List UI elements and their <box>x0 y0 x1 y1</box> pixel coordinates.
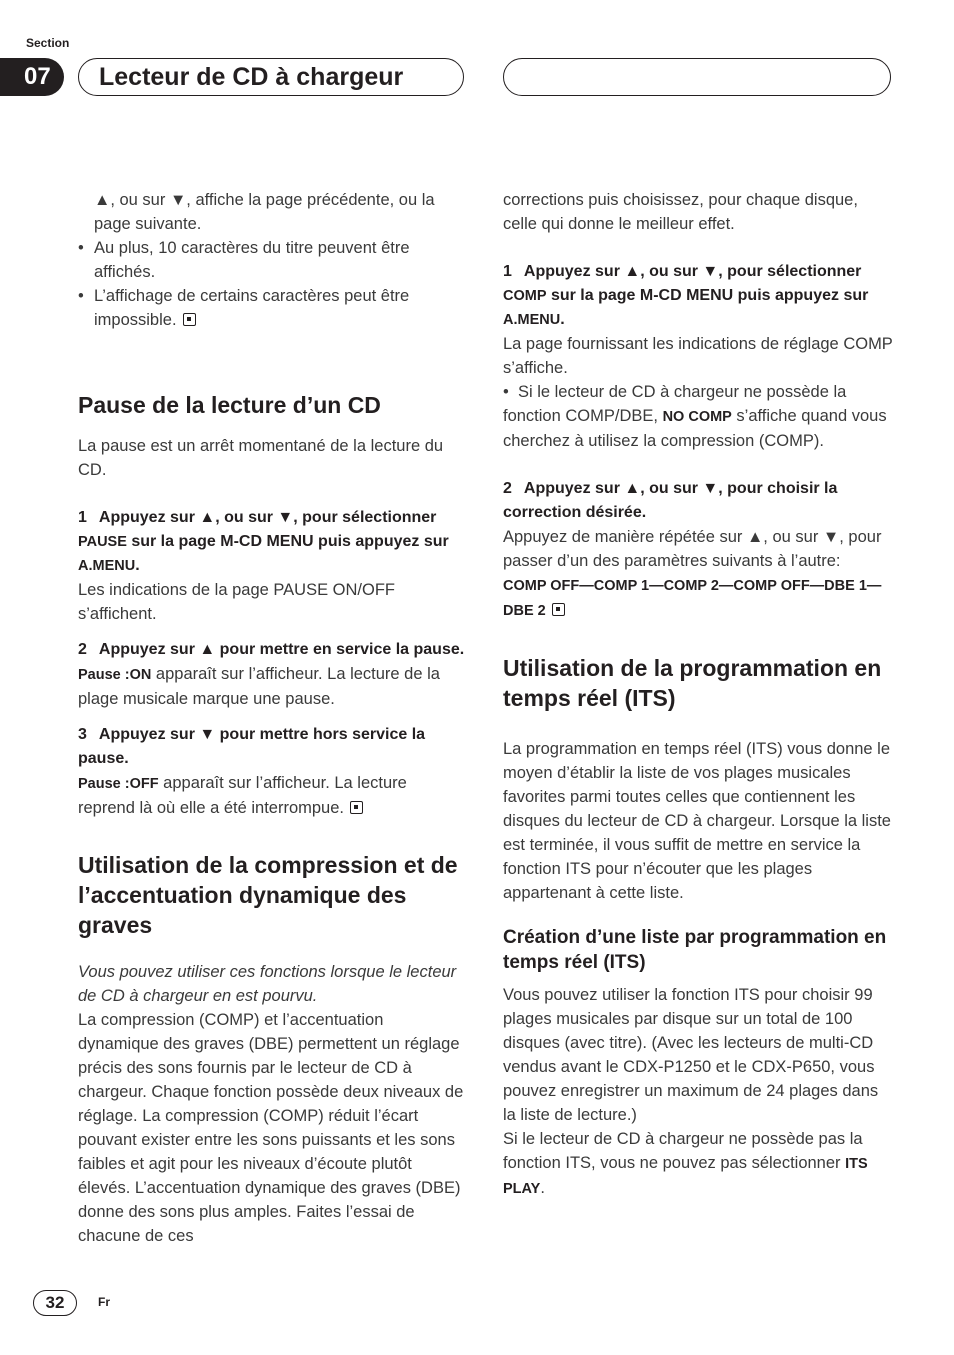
language-label: Fr <box>98 1295 110 1309</box>
pause-step-1-text: Les indications de la page PAUSE ON/OFF s’affichent. <box>78 581 396 623</box>
bullet-char-display: • L’affichage de certains caractères peut être impossible. <box>78 284 468 332</box>
pause-heading: Pause de la lecture d’un CD <box>78 392 381 418</box>
compression-text: La compression (COMP) et l’accentuation dynamique des graves (DBE) permettent un réglage précis des sons fournis par le lecteur de CD à chargeur. Chaque fonction possède deux niveaux de réglage. La compression (COMP) réduit l’écart pouvant exister entre les sons puissants et les sons faibles et agit pour les niveaux d’écoute plutôt élevés. L’accentuation dynamique des graves (DBE) donne des sons plus amples. Faites l’essai de chacune de ces <box>78 1011 464 1245</box>
end-mark-icon <box>350 801 363 814</box>
right-column <box>503 188 893 1201</box>
comp-step-1-text: La page fournissant les indications de réglage COMP s’affiche. <box>503 335 893 377</box>
comp-step-1-bullet: • Si le lecteur de CD à chargeur ne possède la fonction COMP/DBE, NO COMP s’affiche quand vous cherchez à utilisez la compression (COMP). <box>503 383 887 450</box>
section-label: Section <box>26 36 70 50</box>
end-mark-icon <box>183 313 196 326</box>
pause-step-3: 3 Appuyez sur ▼ pour mettre hors service la pause. <box>78 726 426 767</box>
chapter-title: Lecteur de CD à chargeur <box>78 58 464 96</box>
compression-heading: Utilisation de la compression et de l’accentuation dynamique des graves <box>78 852 458 938</box>
bullet-title-chars: • Au plus, 10 caractères du titre peuvent être affichés. <box>78 236 468 284</box>
create-list-heading: Création d’une liste par programmation en temps réel (ITS) <box>503 927 887 973</box>
pause-description: La pause est un arrêt momentané de la lecture du CD. <box>78 437 444 479</box>
end-mark-icon <box>552 603 565 616</box>
comp-sequence: COMP OFF—COMP 1—COMP 2—COMP OFF—DBE 1—DBE 2 <box>503 578 882 619</box>
left-column <box>78 188 468 1248</box>
pause-step-2-text: Pause :ON apparaît sur l’afficheur. La lecture de la plage musicale marque une pause. <box>78 665 440 708</box>
header-empty-box <box>503 58 891 96</box>
compression-note: Vous pouvez utiliser ces fonctions lorsque le lecteur de CD à chargeur en est pourvu. <box>78 963 457 1005</box>
create-list-text-2: Si le lecteur de CD à chargeur ne possède pas la fonction ITS, vous ne pouvez pas sélectionner ITS PLAY. <box>503 1130 868 1197</box>
comp-step-1: 1 Appuyez sur ▲, ou sur ▼, pour sélectionner COMP sur la page M-CD MENU puis appuyez sur A.MENU. <box>503 263 869 328</box>
intro-paragraph: ▲, ou sur ▼, affiche la page précédente, ou la page suivante. <box>94 191 435 233</box>
compression-continued: corrections puis choisissez, pour chaque disque, celle qui donne le meilleur effet. <box>503 191 858 233</box>
comp-step-2-text: Appuyez de manière répétée sur ▲, ou sur ▼, pour passer d’un des paramètres suivants à l’autre: <box>503 528 882 570</box>
pause-step-1: 1 Appuyez sur ▲, ou sur ▼, pour sélectionner PAUSE sur la page M-CD MENU puis appuyez sur A.MENU. <box>78 509 449 574</box>
page-number: 32 <box>33 1290 77 1316</box>
its-text: La programmation en temps réel (ITS) vous donne le moyen d’établir la liste de vos plages musicales favorites parmi toutes celles que contiennent les disques du lecteur de CD à chargeur. Lorsque la liste est terminée, il vous suffit de mettre en service la fonction ITS pour n’écouter que les plages appartenant à cette liste. <box>503 740 891 902</box>
comp-step-2: 2 Appuyez sur ▲, ou sur ▼, pour choisir la correction désirée. <box>503 480 838 521</box>
create-list-text: Vous pouvez utiliser la fonction ITS pour choisir 99 plages musicales par disque sur un total de 100 disques (avec titre). (Avec les lecteurs de multi-CD vendus avant le CDX-P1250 et le CDX-P650, vous pouvez enregistrer un maximum de 24 plages dans la liste de lecture.) <box>503 986 879 1124</box>
its-heading: Utilisation de la programmation en temps réel (ITS) <box>503 655 882 711</box>
section-number-badge: 07 <box>0 58 64 96</box>
pause-step-3-text: Pause :OFF apparaît sur l’afficheur. La lecture reprend là où elle a été interrompue. <box>78 774 407 817</box>
pause-step-2: 2 Appuyez sur ▲ pour mettre en service la pause. <box>78 641 465 658</box>
